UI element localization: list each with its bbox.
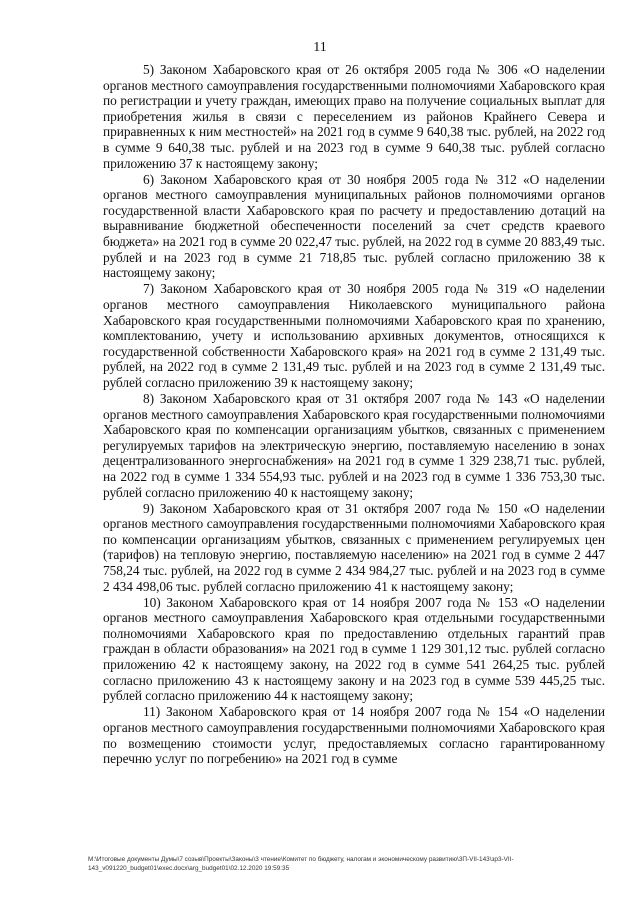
paragraph-9: 9) Законом Хабаровского края от 31 октября 2007 года № 150 «О наделении органов местного самоуправления государственными полномочиями Хабаровского края по компенсации организациям убытков, связанных с применением регулируемых цен (тарифов) на тепловую энергию, поставляемую населению» на 2021 год в сумме 2 447 758,24 тыс. рублей, на 2022 год в сумме 2 434 984,27 тыс. рублей и на 2023 год в сумме 2 434 498,06 тыс. рублей согласно приложению 41 к настоящему закону; [103,500,605,594]
paragraph-11: 11) Законом Хабаровского края от 14 ноября 2007 года № 154 «О наделении органов местного самоуправления государственными полномочиями Хабаровского края по возмещению стоимости услуг, предоставляемых согласно гарантированному перечню услуг по погребению» на 2021 год в сумме [103,704,605,767]
document-body [103,62,605,767]
paragraph-6: 6) Законом Хабаровского края от 30 ноября 2005 года № 312 «О наделении органов местного самоуправления муниципальных районов полномочиями органов государственной власти Хабаровского края по расчету и предоставлению дотаций на выравнивание бюджетной обеспеченности поселений за счет средств краевого бюджета» на 2021 год в сумме 20 022,47 тыс. рублей, на 2022 год в сумме 20 883,49 тыс. рублей и на 2023 год в сумме 21 718,85 тыс. рублей согласно приложению 38 к настоящему закону; [103,171,605,281]
paragraph-8: 8) Законом Хабаровского края от 31 октября 2007 года № 143 «О наделении органов местного самоуправления Хабаровского края государственными полномочиями Хабаровского края по компенсации организациям убытков, связанных с применением регулируемых тарифов на электрическую энергию, поставляемую населению в зонах децентрализованного энергоснабжения» на 2021 год в сумме 1 329 238,71 тыс. рублей, на 2022 год в сумме 1 334 554,93 тыс. рублей и на 2023 год в сумме 1 336 753,30 тыс. рублей согласно приложению 40 к настоящему закону; [103,390,605,500]
file-path-footer: M:\Итоговые документы Думы\7 созыв\Проекты\Законы\3 чтение\Комитет по бюджету, налогам и экономическому развитию\3П-VII-143\зр3-VII-143_v091220_budget01\exec.docx\arg_budget01\02.12.2020 19:59:35 [88,856,514,872]
paragraph-5: 5) Законом Хабаровского края от 26 октября 2005 года № 306 «О наделении органов местного самоуправления государственными полномочиями Хабаровского края по регистрации и учету граждан, имеющих право на получение социальных выплат для приобретения жилья в связи с переселением из районов Крайнего Севера и приравненных к ним местностей» на 2021 год в сумме 9 640,38 тыс. рублей, на 2022 год в сумме 9 640,38 тыс. рублей и на 2023 год в сумме 9 640,38 тыс. рублей согласно приложению 37 к настоящему закону; [103,62,605,171]
paragraph-10: 10) Законом Хабаровского края от 14 ноября 2007 года № 153 «О наделении органов местного самоуправления Хабаровского края отдельными государственными полномочиями Хабаровского края по предоставлению отдельных гарантий прав граждан в области образования» на 2021 год в сумме 1 129 301,12 тыс. рублей согласно приложению 42 к настоящему закону, на 2022 год в сумме 541 264,25 тыс. рублей согласно приложению 43 к настоящему закону и на 2023 год в сумме 539 445,25 тыс. рублей согласно приложению 44 к настоящему закону; [103,594,605,704]
paragraph-7: 7) Законом Хабаровского края от 30 ноября 2005 года № 319 «О наделении органов местного самоуправления Николаевского муниципального района Хабаровского края государственными полномочиями Хабаровского края по хранению, комплектованию, учету и использованию архивных документов, относящихся к государственной собственности Хабаровского края» на 2021 год в сумме 2 131,49 тыс. рублей, на 2022 год в сумме 2 131,49 тыс. рублей и на 2023 год в сумме 2 131,49 тыс. рублей согласно приложению 39 к настоящему закону; [103,281,605,390]
page-number: 11 [313,40,327,55]
